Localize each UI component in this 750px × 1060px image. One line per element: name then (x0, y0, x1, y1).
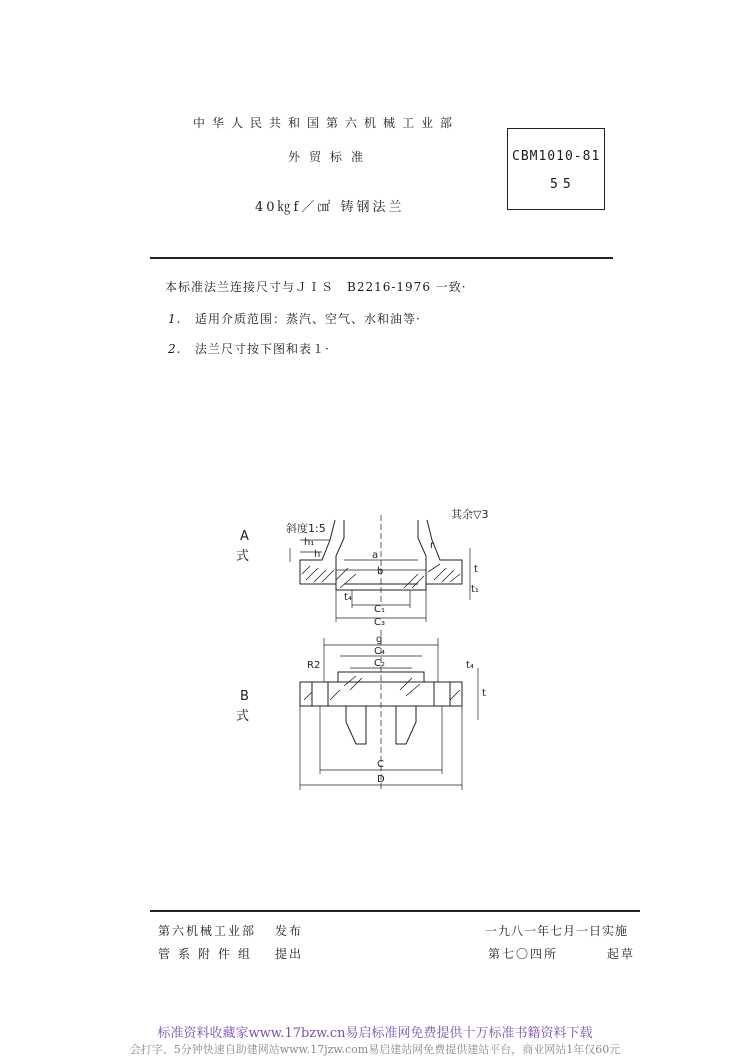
proposer: 管系附件组 (158, 947, 259, 961)
label-g: g (376, 634, 383, 645)
type-a-label-letter: A (240, 529, 249, 544)
issuer: 第六机械工业部 (158, 924, 257, 938)
label-c4: C₄ (374, 646, 385, 657)
label-r: r (430, 540, 435, 551)
label-r2: R2 (307, 660, 321, 671)
label-h1: h₁ (304, 537, 315, 548)
watermark-line-2: 会打字、5分钟快速自助建网站www.17jzw.com易启建站网免费提供建站平台，商业网站1年仅60元 (129, 1043, 621, 1056)
issue-word: 发布 (275, 924, 304, 938)
label-d: D (377, 774, 385, 785)
intro-text: 本标准法兰连接尺寸与ＪＩＳ B2216-1976 一致· (165, 280, 467, 294)
label-c1: C₁ (374, 604, 385, 615)
label-c3: C₃ (374, 617, 385, 628)
standard-category: 外贸标准 (288, 150, 373, 164)
standard-code: CBM1010-81 (512, 149, 601, 164)
propose-word: 提出 (275, 947, 304, 961)
label-a: a (372, 550, 379, 561)
roughness-label: 其余▽3 (451, 508, 489, 521)
item-1-text: 适用介质范围：蒸汽、空气、水和油等· (195, 312, 421, 326)
label-c2: C₂ (374, 658, 385, 669)
watermark-line-1: 标准资料收藏家www.17bzw.cn易启标准网免费提供十万标准书籍资料下载 (157, 1026, 593, 1041)
page-number: 55 (550, 177, 576, 192)
label-c: C (377, 759, 384, 770)
label-b: b (377, 566, 384, 577)
item-1-number: 1. (168, 312, 182, 326)
label-t4-a: t₄ (344, 592, 352, 603)
document-title: 40㎏f／㎠ 铸钢法兰 (255, 200, 405, 215)
label-t1: t₁ (471, 584, 479, 595)
label-t4: t₄ (466, 660, 474, 671)
footer-divider (150, 910, 640, 912)
item-2-text: 法兰尺寸按下图和表１· (195, 342, 330, 356)
label-t: t (474, 564, 478, 575)
item-2-number: 2. (168, 342, 182, 356)
type-b-label-word: 式 (236, 709, 250, 724)
ministry-title: 中华人民共和国第六机械工业部 (193, 116, 460, 130)
type-b-label-letter: B (240, 689, 249, 704)
slope-label: 斜度1:5 (286, 522, 326, 535)
effective-date: 一九八一年七月一日实施 (485, 924, 629, 938)
type-a-label-word: 式 (236, 549, 250, 564)
label-h: h (314, 549, 321, 560)
type-b-flange (300, 630, 478, 790)
draft-word: 起草 (607, 947, 636, 961)
drafter: 第七〇四所 (488, 947, 559, 961)
label-t-b: t (482, 688, 486, 699)
